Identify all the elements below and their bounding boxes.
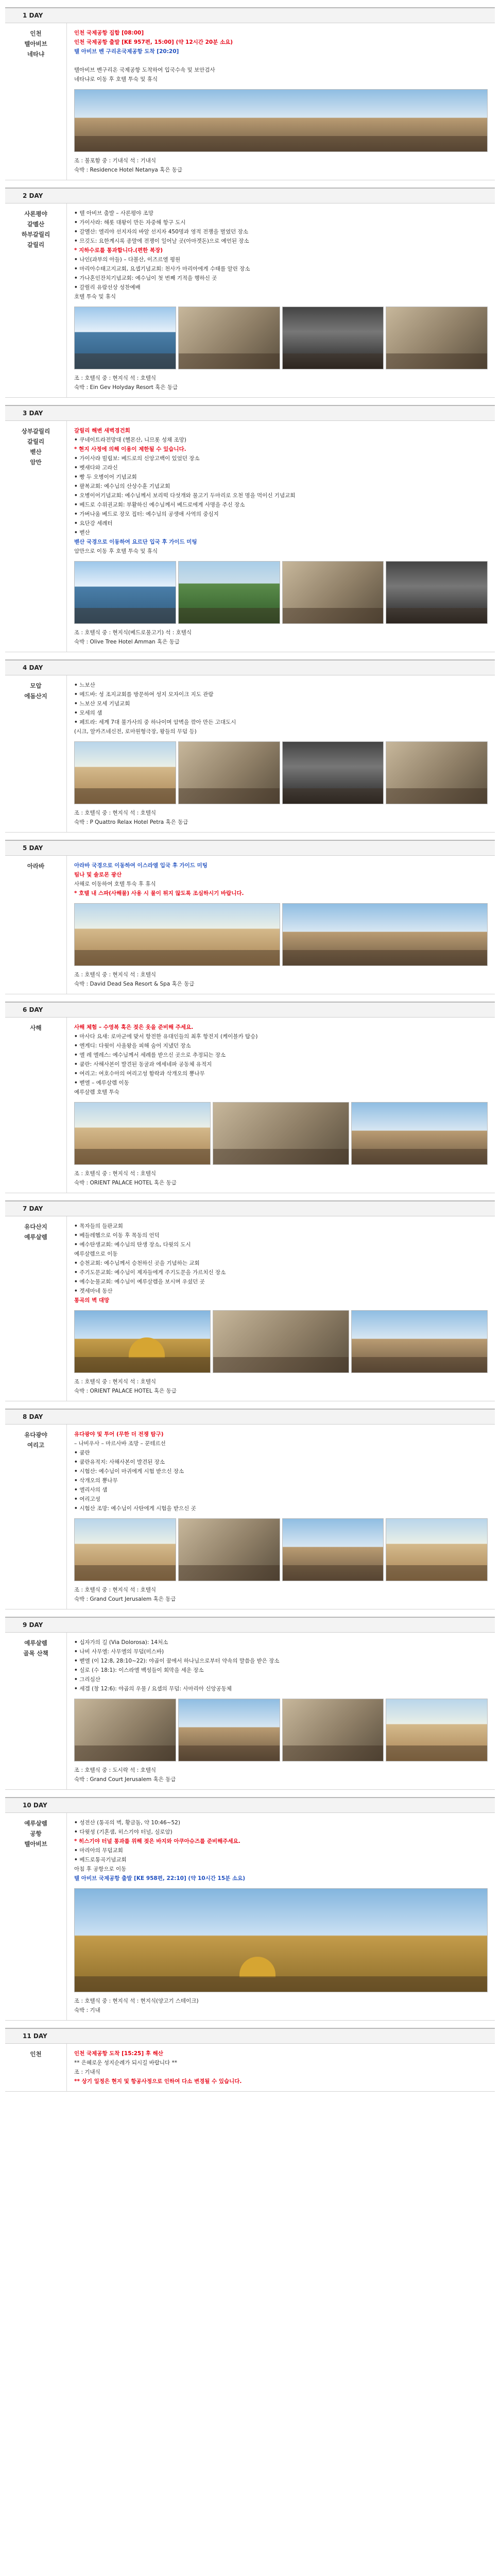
itinerary-line: 텔 아비브 국제공항 출발 [KE 958편, 22:10] (약 10시간 15분 소요): [74, 1875, 246, 1882]
detail-column: [67, 1216, 495, 1401]
itinerary-page: [5, 7, 495, 2092]
day-section: [5, 2028, 495, 2092]
detail-column: [67, 1813, 495, 2020]
ground-shape: [179, 608, 280, 623]
hotel-info: 숙박 : ORIENT PALACE HOTEL 혹은 동급: [74, 1180, 177, 1186]
site-photo: [282, 1699, 384, 1761]
place-name: 갈릴리: [27, 241, 45, 248]
itinerary-line: • 오병이어기념교회: 예수님께서 보리떡 다섯개와 물고기 두마리로 오천 명을 먹이신 기념교회: [74, 491, 488, 500]
ground-shape: [179, 353, 280, 369]
itinerary-line: • 다윗성 (기혼샘, 히스기야 터널, 실로암): [74, 1827, 488, 1837]
ground-shape: [213, 1149, 349, 1164]
ground-shape: [179, 1565, 280, 1581]
itinerary-line: • 베들레헴으로 이동 후 목동의 언덕: [74, 1231, 488, 1240]
ground-shape: [386, 353, 487, 369]
site-photo: [74, 307, 176, 369]
itinerary-line: 사해로 이동하여 호텔 투숙 후 휴식: [74, 881, 156, 887]
site-photo: [178, 1699, 280, 1761]
day-body: [5, 204, 495, 398]
day-header: 6 DAY: [5, 1002, 495, 1018]
ground-shape: [75, 353, 176, 369]
site-photo: [282, 561, 384, 624]
day-header: 7 DAY: [5, 1200, 495, 1216]
itinerary-line: • 세겜 (창 12:6): 야곱의 우물 / 요셉의 무덤: 사마리아 신앙공동체: [74, 1684, 488, 1693]
site-photo: [74, 1699, 176, 1761]
itinerary-line: • 여리고성: [74, 1495, 488, 1504]
site-photo: [178, 1518, 280, 1581]
itinerary-line: • 벧엘 – 예루살렘 이동: [74, 1078, 488, 1088]
ground-shape: [75, 136, 487, 151]
itinerary-line: • 느보산: [74, 681, 488, 690]
itinerary-line: • 삭개오의 뽕나무: [74, 1476, 488, 1485]
meal-info: 조 : 호텔식 중 : 현지식 석 : 호텔식: [74, 1379, 157, 1385]
ground-shape: [75, 788, 176, 804]
itinerary-line: 암만으로 이동 후 호텔 투숙 및 휴식: [74, 548, 158, 554]
itinerary-line: • 마사다 요새: 로마군에 맞서 항전한 유대인들의 최후 항전지 (케이블카 탑승): [74, 1032, 488, 1041]
ground-shape: [75, 1976, 487, 1992]
itinerary-line: • 벧엘 (이 12:8, 28:10~22): 야곱이 꿈에서 하나님으로부터 약속의 말씀을 받은 장소: [74, 1656, 488, 1666]
itinerary-line: • 메드바: 성 조지교회를 방문하여 성지 모자이크 지도 관람: [74, 690, 488, 699]
itinerary-line: • 므깃도: 요한계시록 종말에 전쟁이 일어날 곳(아마겟돈)으로 예언된 장소: [74, 236, 488, 246]
itinerary-line: * 호텔 내 스파(사해물) 사용 시 물이 튀지 않도록 조심하시기 바랍니다.: [74, 890, 244, 896]
place-column: [5, 23, 67, 180]
itinerary-line: * 지하수로를 통과합니다.(편한 복장): [74, 247, 163, 253]
ground-shape: [75, 1149, 210, 1164]
day-body: [5, 1813, 495, 2021]
site-photo: [178, 307, 280, 369]
photo-row: [74, 307, 488, 369]
itinerary-line: • 주기도문교회: 예수님이 제자들에게 주기도문을 가르치신 장소: [74, 1268, 488, 1277]
hotel-info: 숙박 : P Quattro Relax Hotel Petra 혹은 동급: [74, 819, 188, 825]
itinerary-line: 텔 아비브 벤 구리온국제공항 도착 [20:20]: [74, 48, 179, 55]
itinerary-line: • 요단강 세례터: [74, 519, 488, 528]
itinerary-line: 아라바 국경으로 이동하여 이스라엘 입국 후 가이드 미팅: [74, 862, 208, 869]
itinerary-line: • 베드로통곡기념교회: [74, 1855, 488, 1865]
itinerary-line: 예루살렘으로 이동: [74, 1251, 118, 1257]
day-body: [5, 2044, 495, 2092]
place-column: [5, 1633, 67, 1789]
place-name: 아라바: [27, 862, 45, 870]
day-section: [5, 1200, 495, 1401]
place-name: 골목 산책: [23, 1650, 48, 1657]
place-column: [5, 1425, 67, 1609]
itinerary-line: 벧산 국경으로 이동하여 요르단 입국 후 가이드 미팅: [74, 539, 197, 545]
ground-shape: [213, 1357, 349, 1372]
itinerary-line: * 현지 사정에 의해 이용이 제한될 수 있습니다.: [74, 446, 186, 452]
itinerary-line: 호텔 투숙 및 휴식: [74, 294, 116, 300]
day-body: [5, 675, 495, 833]
site-photo: [386, 1518, 488, 1581]
photo-row: [74, 741, 488, 804]
itinerary-line: 텔아비브 벤구리온 국제공항 도착하여 입국수속 및 보안검사: [74, 67, 215, 73]
meal-info: 조 : 불포함 중 : 기내식 석 : 기내식: [74, 158, 157, 164]
itinerary-line: 네타냐로 이동 후 호텔 투숙 및 휴식: [74, 76, 158, 82]
itinerary-line: • 예수눈물교회: 예수님이 예루살렘을 보시며 우셨던 곳: [74, 1277, 488, 1286]
day-header: 9 DAY: [5, 1617, 495, 1633]
site-photo: [282, 1518, 384, 1581]
photo-row: [74, 1888, 488, 1992]
detail-column: [67, 421, 495, 652]
itinerary-line: • 그리심산: [74, 1675, 488, 1684]
itinerary-line: • 시험산 조망: 예수님이 사탄에게 시험을 받으신 곳: [74, 1504, 488, 1513]
itinerary-line: • 갈멜산: 엘리야 선지자의 바알 선지자 450명과 영적 전쟁을 벌였던 장소: [74, 227, 488, 236]
itinerary-line: • 텔 아비브 출발 – 사론평야 조망: [74, 209, 488, 218]
itinerary-line: • 십자가의 길 (Via Dolorosa): 14처소: [74, 1638, 488, 1647]
itinerary-line: • 갈릴리 유람선상 성찬예배: [74, 283, 488, 292]
itinerary-line: • 마리아의 무덤교회: [74, 1846, 488, 1855]
itinerary-line: • 쿰란: [74, 1448, 488, 1458]
place-name: 텔아비브: [24, 1840, 47, 1848]
place-name: 모압: [30, 682, 42, 689]
site-photo: [386, 1699, 488, 1761]
ground-shape: [386, 608, 487, 623]
itinerary-line: 갈릴리 해변 새벽경건회: [74, 428, 130, 434]
hotel-info: 숙박 : Olive Tree Hotel Amman 혹은 동급: [74, 639, 180, 645]
hotel-info: 숙박 : 기내: [74, 2007, 100, 2013]
place-column: [5, 1216, 67, 1401]
site-photo: [282, 741, 384, 804]
dome-shape: [129, 1337, 165, 1358]
place-name: 암만: [30, 459, 42, 466]
photo-row: [74, 1518, 488, 1581]
site-photo: [74, 1102, 211, 1165]
itinerary-line: • 겟세마네 동산: [74, 1286, 488, 1296]
itinerary-line: 유다광야 및 투어 (무한 더 전쟁 탐구): [74, 1431, 164, 1437]
itinerary-line: • 모세의 샘: [74, 708, 488, 718]
place-name: 인천: [30, 2050, 42, 2058]
itinerary-line: • 가이사랴 빌립보: 베드로의 신앙고백이 있었던 장소: [74, 454, 488, 463]
place-column: [5, 856, 67, 994]
day-body: [5, 23, 495, 180]
hotel-info: 숙박 : Grand Court Jerusalem 혹은 동급: [74, 1776, 176, 1783]
day-body: [5, 1216, 495, 1401]
place-name: 갈멜산: [27, 221, 45, 228]
itinerary-line: • 실로 (수 18:1): 이스라엘 백성들이 회막을 세운 장소: [74, 1666, 488, 1675]
place-name: 유다광야: [24, 1431, 47, 1438]
day-section: [5, 1617, 495, 1790]
site-photo: [386, 307, 488, 369]
meal-info: 조 : 호텔식 중 : 현지식 석 : 호텔식: [74, 375, 157, 381]
ground-shape: [386, 1565, 487, 1581]
photo-row: [74, 1102, 488, 1165]
detail-column: [67, 1425, 495, 1609]
detail-column: [67, 675, 495, 832]
place-column: [5, 1813, 67, 2020]
ground-shape: [75, 608, 176, 623]
itinerary-line: • 베드로 수위권교회: 부활하신 예수님께서 베드로에게 사명을 주신 장소: [74, 500, 488, 510]
hotel-info: 숙박 : ORIENT PALACE HOTEL 혹은 동급: [74, 1388, 177, 1394]
ground-shape: [75, 1357, 210, 1372]
site-photo: [213, 1310, 349, 1373]
ground-shape: [386, 1745, 487, 1761]
hotel-info: 숙박 : Grand Court Jerusalem 혹은 동급: [74, 1596, 176, 1602]
ground-shape: [179, 1745, 280, 1761]
day-header: 11 DAY: [5, 2028, 495, 2044]
ground-shape: [386, 788, 487, 804]
itinerary-line: • 쿰란유적지: 사해사본이 발견된 장소: [74, 1458, 488, 1467]
itinerary-line: • 엘 레 엘레스: 예수님께서 세례를 받으신 곳으로 추정되는 장소: [74, 1050, 488, 1060]
itinerary-line: • 마리아수태고지교회, 요셉기념교회: 천사가 마리아에게 수태를 알린 장소: [74, 264, 488, 274]
detail-column: [67, 2044, 495, 2091]
site-photo: [386, 561, 488, 624]
detail-column: [67, 1018, 495, 1193]
place-name: 사해: [30, 1024, 42, 1031]
itinerary-line: • 쿠네이트라전망대 (헬몬산, 니므롯 성채 조망): [74, 435, 488, 445]
itinerary-line: 조 : 기내식: [74, 2069, 100, 2075]
photo-row: [74, 1310, 488, 1373]
itinerary-line: • 엘리사의 샘: [74, 1485, 488, 1495]
ground-shape: [352, 1357, 487, 1372]
itinerary-line: • 승천교회: 예수님께서 승천하신 곳을 기념하는 교회: [74, 1259, 488, 1268]
ground-shape: [352, 1149, 487, 1164]
itinerary-line: 통곡의 벽 대망: [74, 1297, 110, 1303]
detail-column: [67, 1633, 495, 1789]
site-photo: [74, 741, 176, 804]
day-section: [5, 1797, 495, 2021]
place-column: [5, 1018, 67, 1193]
site-photo: [74, 561, 176, 624]
site-photo: [282, 307, 384, 369]
itinerary-line: • 벧산: [74, 528, 488, 537]
itinerary-line: • 느보산 모세 기념교회: [74, 699, 488, 708]
itinerary-line: • 빵 두 오병이어 기념교회: [74, 472, 488, 482]
itinerary-line: 인천 국제공항 도착 [15:25] 후 해산: [74, 2050, 163, 2057]
place-name: 텔아비브: [24, 40, 47, 47]
photo-row: [74, 1699, 488, 1761]
itinerary-line: • 쿰란: 사해사본이 발견된 동굴과 에세네파 공동체 유적지: [74, 1060, 488, 1069]
itinerary-line: • 페트라: 세계 7대 불가사의 중 하나이며 암벽을 깎아 만든 고대도시: [74, 718, 488, 727]
place-name: 예루살렘: [24, 1639, 47, 1647]
day-section: [5, 7, 495, 180]
day-header: 8 DAY: [5, 1409, 495, 1425]
site-photo: [178, 561, 280, 624]
day-header: 5 DAY: [5, 840, 495, 856]
site-photo: [282, 903, 488, 966]
ground-shape: [283, 950, 488, 965]
detail-column: [67, 204, 495, 397]
itinerary-line: ** 상기 일정은 현지 및 항공사정으로 인하여 다소 변경될 수 있습니다.: [74, 2078, 242, 2084]
day-header: 10 DAY: [5, 1797, 495, 1813]
itinerary-line: (시크, 알카즈네신전, 로마원형극장, 왕들의 무덤 등): [74, 728, 197, 735]
hotel-info: 숙박 : David Dead Sea Resort & Spa 혹은 동급: [74, 981, 195, 987]
site-photo: [213, 1102, 349, 1165]
itinerary-line: [74, 56, 488, 65]
itinerary-line: • 여리고: 여호수아의 여리고성 함락과 삭개오의 뽕나무: [74, 1069, 488, 1078]
place-name: 예루살렘: [24, 1820, 47, 1827]
photo-row: [74, 903, 488, 966]
itinerary-line: 예루살렘 호텔 투숙: [74, 1089, 119, 1095]
place-column: [5, 675, 67, 832]
site-photo: [74, 1888, 488, 1992]
day-body: [5, 1425, 495, 1609]
site-photo: [351, 1310, 488, 1373]
meal-info: 조 : 호텔식 중 : 현지식 석 : 현지식(양고기 스테이크): [74, 1998, 199, 2004]
place-name: 상부갈릴리: [21, 428, 50, 435]
itinerary-line: • 나인(과부의 아들) – 다볼산, 이즈르엘 평원: [74, 255, 488, 264]
itinerary-line: • 팔복교회: 예수님의 산상수훈 기념교회: [74, 482, 488, 491]
detail-column: [67, 856, 495, 994]
place-name: 인천: [30, 30, 42, 37]
itinerary-line: • 나비 사무엘: 사무엘의 무덤(미스바): [74, 1647, 488, 1656]
place-name: 갈릴리: [27, 438, 45, 445]
day-body: [5, 1633, 495, 1790]
hotel-info: 숙박 : Ein Gev Holyday Resort 혹은 동급: [74, 384, 178, 391]
ground-shape: [283, 788, 384, 804]
day-header: 4 DAY: [5, 659, 495, 675]
place-name: 하부갈릴리: [21, 231, 50, 238]
day-section: [5, 1002, 495, 1193]
itinerary-line: 팀나 및 솔로몬 광산: [74, 872, 122, 878]
itinerary-line: – 나비우사 – 마르사바 조망 – 꾼테르선: [74, 1440, 166, 1447]
itinerary-line: • 목자들의 들판교회: [74, 1222, 488, 1231]
place-name: 에돔산지: [24, 692, 47, 700]
ground-shape: [75, 1745, 176, 1761]
ground-shape: [283, 1745, 384, 1761]
site-photo: [178, 741, 280, 804]
site-photo: [74, 89, 488, 152]
place-column: [5, 2044, 67, 2091]
day-body: [5, 856, 495, 994]
day-body: [5, 421, 495, 652]
itinerary-line: 인천 국제공항 집합 [08:00]: [74, 30, 144, 36]
itinerary-line: 사해 체험 – 수영복 혹은 젖은 옷을 준비해 주세요.: [74, 1024, 194, 1030]
itinerary-line: 아침 후 공항으로 이동: [74, 1866, 127, 1872]
meal-info: 조 : 호텔식 중 : 현지식 석 : 호텔식: [74, 1587, 157, 1593]
itinerary-line: • 성전산 (통곡의 벽, 황금돔, 약 10:46~52): [74, 1818, 488, 1827]
ground-shape: [179, 788, 280, 804]
meal-info: 조 : 호텔식 중 : 현지식(베드로물고기) 석 : 호텔식: [74, 630, 192, 636]
itinerary-line: • 가나혼인잔치기념교회: 예수님이 첫 번째 기적을 행하신 곳: [74, 274, 488, 283]
meal-info: 조 : 호텔식 중 : 현지식 석 : 호텔식: [74, 1171, 157, 1177]
site-photo: [351, 1102, 488, 1165]
itinerary-line: • 시험산: 예수님이 마귀에게 시험 받으신 장소: [74, 1467, 488, 1476]
site-photo: [386, 741, 488, 804]
ground-shape: [283, 1565, 384, 1581]
itinerary-line: ** 은혜로운 성지순례가 되시길 바랍니다 **: [74, 2060, 177, 2066]
site-photo: [74, 1518, 176, 1581]
itinerary-line: • 엔게디: 다윗이 사울왕을 피해 숨어 지냈던 장소: [74, 1041, 488, 1050]
itinerary-line: • 벳새다와 고라신: [74, 463, 488, 472]
place-name: 공항: [30, 1830, 42, 1837]
day-header: 3 DAY: [5, 405, 495, 421]
itinerary-line: • 예수탄생교회: 예수님의 탄생 장소, 다윗의 도시: [74, 1240, 488, 1249]
day-section: [5, 188, 495, 398]
place-column: [5, 204, 67, 397]
place-name: 벧산: [30, 448, 42, 455]
meal-info: 조 : 호텔식 중 : 현지식 석 : 호텔식: [74, 972, 157, 978]
ground-shape: [75, 950, 280, 965]
site-photo: [74, 1310, 211, 1373]
place-column: [5, 421, 67, 652]
place-name: 예루살렘: [24, 1233, 47, 1241]
meal-info: 조 : 호텔식 중 : 현지식 석 : 호텔식: [74, 810, 157, 816]
day-section: [5, 840, 495, 994]
day-section: [5, 1409, 495, 1609]
itinerary-line: • 가버나움 베드로 장모 집터: 예수님의 공생애 사역의 중심지: [74, 510, 488, 519]
day-header: 1 DAY: [5, 7, 495, 23]
hotel-info: 숙박 : Residence Hotel Netanya 혹은 동급: [74, 167, 183, 173]
itinerary-line: 인천 국제공항 출발 [KE 957편, 15:00] (약 12시간 20분 소요): [74, 39, 233, 45]
place-name: 유다산지: [24, 1223, 47, 1230]
day-body: [5, 1018, 495, 1193]
ground-shape: [75, 1565, 176, 1581]
day-header: 2 DAY: [5, 188, 495, 204]
photo-row: [74, 89, 488, 152]
ground-shape: [283, 608, 384, 623]
itinerary-line: • 가이사라: 해롯 대왕이 만든 자중해 항구 도시: [74, 218, 488, 227]
day-section: [5, 659, 495, 833]
meal-info: 조 : 호텔식 중 : 도시락 석 : 호텔식: [74, 1767, 157, 1773]
itinerary-line: * 히스기야 터널 통과를 위해 젖은 바지와 아쿠아슈즈를 준비해주세요.: [74, 1838, 240, 1844]
place-name: 여리고: [27, 1442, 45, 1449]
site-photo: [74, 903, 280, 966]
photo-row: [74, 561, 488, 624]
place-name: 사론평야: [24, 210, 47, 217]
place-name: 네타냐: [27, 50, 45, 58]
dome-shape: [239, 1957, 275, 1977]
ground-shape: [283, 353, 384, 369]
day-section: [5, 405, 495, 652]
detail-column: [67, 23, 495, 180]
